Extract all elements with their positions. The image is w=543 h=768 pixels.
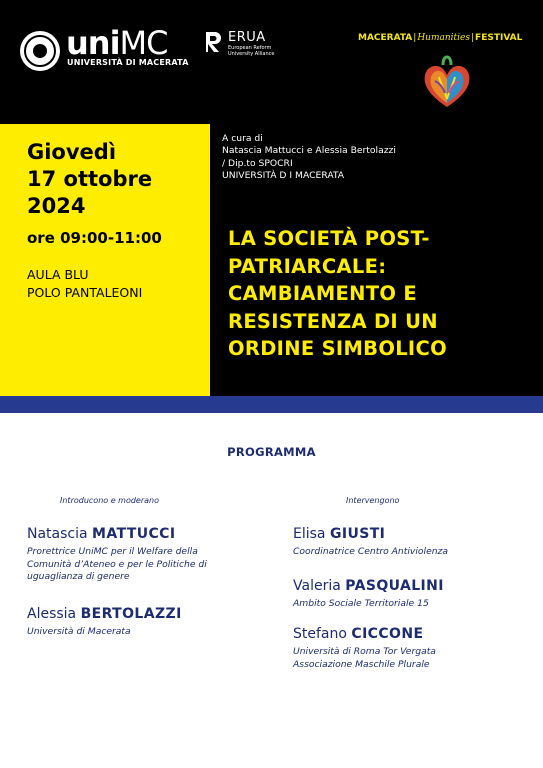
- festival-logo: [358, 33, 522, 43]
- erua-subtitle-line2: University Alliance: [228, 51, 275, 57]
- event-year: 2024: [27, 194, 86, 218]
- first-name: Alessia: [27, 606, 81, 622]
- erua-subtitle: [228, 45, 288, 57]
- festival-name-part2: Humanities: [417, 33, 470, 43]
- moderator-role: [27, 626, 131, 639]
- first-name: Elisa: [293, 526, 330, 542]
- role-line: Associazione Maschile Plurale: [293, 658, 430, 670]
- role-line: Ambito Sociale Territoriale 15: [293, 598, 429, 609]
- erua-subtitle-line1: European Reform: [228, 45, 272, 51]
- festival-separator: |: [471, 33, 475, 43]
- last-name: GIUSTI: [329, 526, 386, 542]
- event-venue: [27, 266, 142, 302]
- event-date: 17 ottobre: [27, 167, 153, 191]
- last-name: BERTOLAZZI: [80, 606, 182, 622]
- festival-name-part3: FESTIVAL: [475, 33, 523, 43]
- speaker-role: [293, 598, 429, 611]
- curators-block: [222, 133, 396, 183]
- moderator-role: [27, 546, 207, 584]
- title-line: CAMBIAMENTO E: [228, 282, 417, 305]
- header-band: [0, 0, 543, 124]
- curators-names: Natascia Mattucci e Alessia Bertolazzi: [222, 145, 396, 157]
- speaker-name: [293, 578, 444, 594]
- unimc-subtitle: UNIVERSITÀ DI MACERATA: [67, 58, 189, 67]
- moderators-heading: Introducono e moderano: [60, 496, 160, 505]
- role-line: Comunità d’Ateneo e per le Politiche di: [27, 558, 207, 570]
- speaker-name: [293, 526, 385, 542]
- event-title: [228, 225, 528, 363]
- unimc-logo-part2: MC: [119, 24, 168, 62]
- last-name: CICCONE: [351, 626, 424, 642]
- last-name: PASQUALINI: [345, 578, 444, 594]
- last-name: MATTUCCI: [92, 526, 176, 542]
- erua-title: ERUA: [228, 30, 266, 45]
- speaker-role: [293, 546, 448, 559]
- title-line: LA SOCIETÀ POST-: [228, 227, 430, 250]
- title-line: PATRIARCALE:: [228, 254, 387, 278]
- first-name: Stefano: [293, 626, 352, 642]
- event-day: Giovedì: [27, 140, 117, 164]
- speaker-role: [293, 646, 436, 671]
- first-name: Valeria: [293, 578, 346, 594]
- role-line: Prorettrice UniMC per il Welfare della: [27, 546, 198, 557]
- university-seal-icon: [20, 31, 60, 71]
- role-line: Università di Macerata: [27, 626, 131, 637]
- speaker-name: [293, 626, 423, 642]
- divider-band: [0, 396, 543, 413]
- venue-building: POLO PANTALEONI: [27, 285, 143, 300]
- curators-department: / Dip.to SPOCRI: [222, 157, 293, 169]
- erua-logo-icon: [205, 31, 223, 53]
- first-name: Natascia: [27, 526, 93, 542]
- curators-label: A cura di: [222, 133, 263, 144]
- anatomical-heart-icon: [419, 55, 475, 111]
- festival-separator: |: [413, 33, 417, 43]
- unimc-logo-part1: uni: [66, 24, 120, 62]
- unimc-logo: [66, 24, 167, 62]
- title-line: RESISTENZA DI UN: [228, 309, 438, 333]
- event-time: ore 09:00-11:00: [27, 229, 162, 247]
- role-line: uguaglianza di genere: [27, 571, 130, 582]
- festival-name-part1: MACERATA: [358, 33, 413, 43]
- role-line: Coordinatrice Centro Antiviolenza: [293, 546, 448, 557]
- moderator-name: [27, 526, 175, 542]
- curators-university: UNIVERSITÀ D I MACERATA: [222, 170, 345, 182]
- venue-room: AULA BLU: [27, 267, 89, 282]
- moderator-name: [27, 606, 182, 622]
- title-line: ORDINE SIMBOLICO: [228, 337, 447, 360]
- program-heading: PROGRAMMA: [227, 445, 316, 459]
- speakers-heading: Intervengono: [346, 496, 400, 505]
- role-line: Università di Roma Tor Vergata: [293, 646, 436, 657]
